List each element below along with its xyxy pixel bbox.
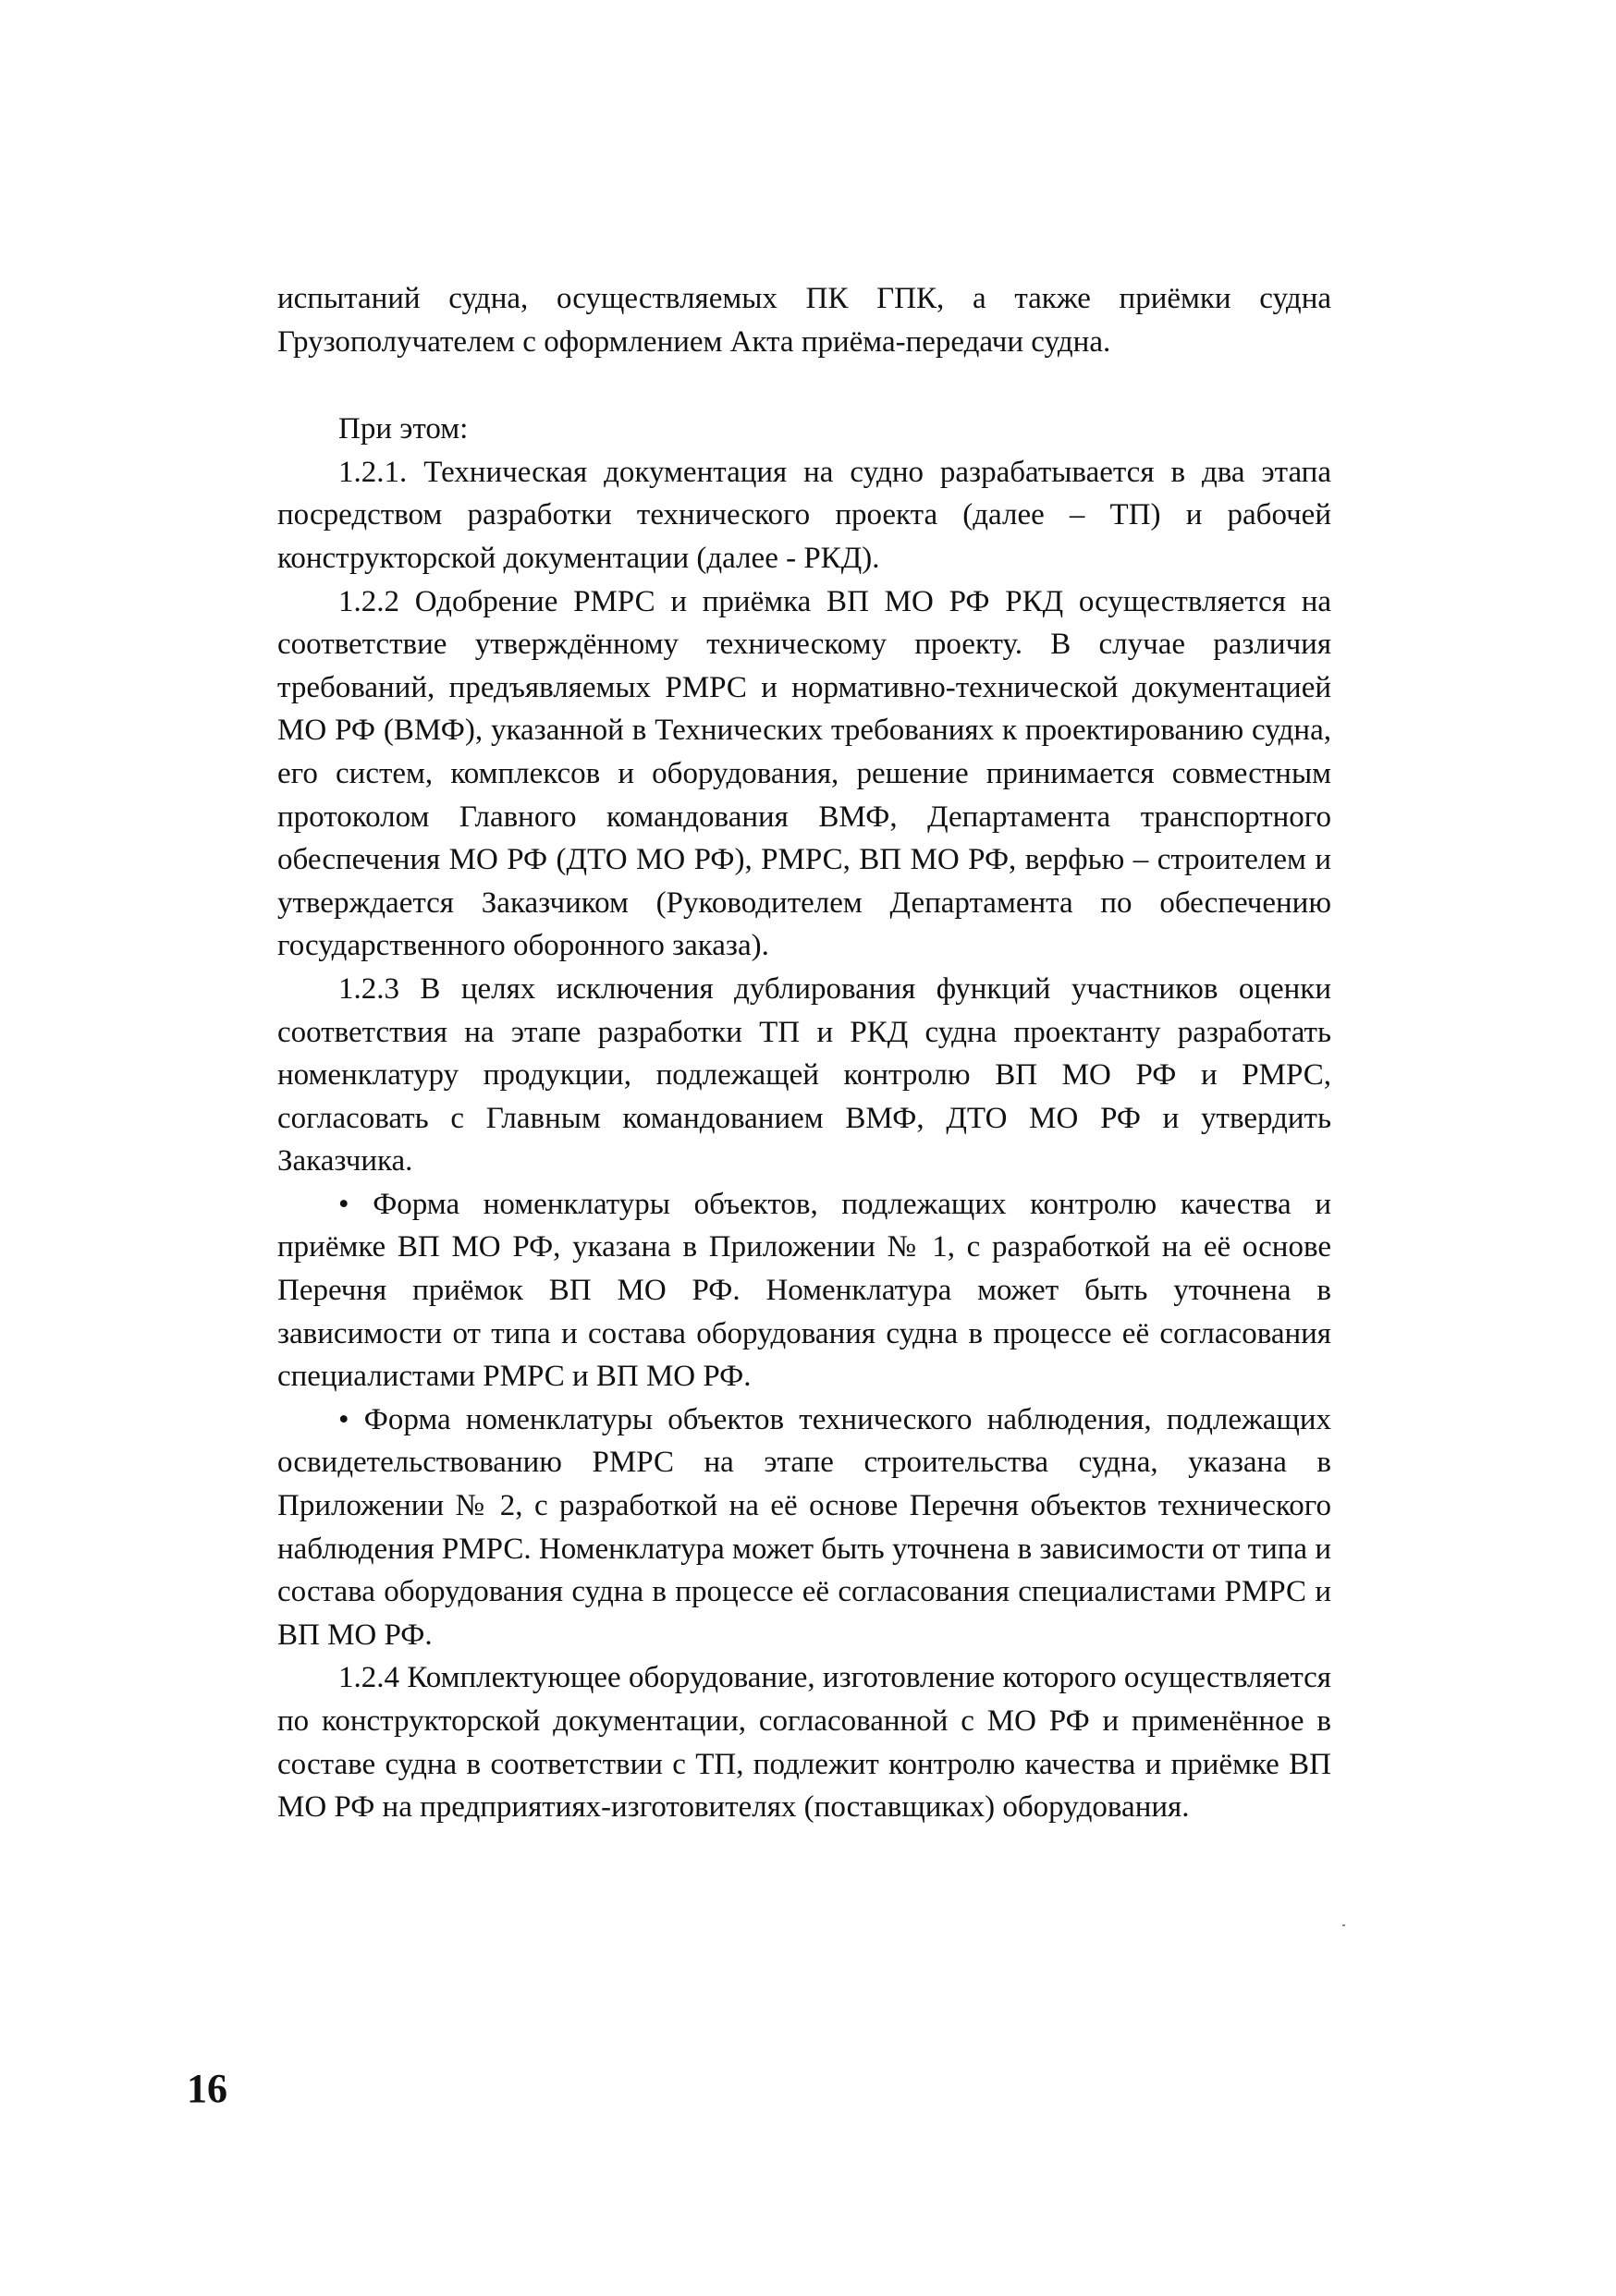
bullet-item-appendix-2: • Форма номенклатуры объектов технического наблюдения, подлежащих освидетельствованию РМРС на этапе строительства судна, указана в Приложении № 2, с разработкой на её основе Перечня объектов технического наблюдения РМРС. Номенклатура может быть уточнена в зависимости от типа и состава оборудования судна в процессе её согласования специалистами РМРС и ВП МО РФ.: [277, 1402, 1331, 1652]
paragraph-1-2-3: 1.2.3 В целях исключения дублирования функций участников оценки соответствия на этапе разработки ТП и РКД судна проектанту разработать номенклатуру продукции, подлежащей контролю ВП МО РФ и РМРС, согласовать с Главным командованием ВМФ, ДТО МО РФ и утвердить Заказчика.: [277, 971, 1331, 1179]
paragraph-1-2-4: 1.2.4 Комплектующее оборудование, изготовление которого осуществляется по конструкторской документации, согласованной с МО РФ и применённое в составе судна в соответствии с ТП, подлежит контролю качества и приёмке ВП МО РФ на предприятиях-изготовителях (поставщиках) оборудования.: [277, 1661, 1331, 1825]
paragraph-1-2-1: 1.2.1. Техническая документация на судно разрабатывается в два этапа посредством разработки технического проекта (далее – ТП) и рабочей конструкторской документации (далее - РКД).: [277, 455, 1331, 575]
paragraph-continuation: испытаний судна, осуществляемых ПК ГПК, а также приёмки судна Грузополучателем с оформлением Акта приёма-передачи судна.: [277, 282, 1331, 359]
bullet-item-appendix-1: • Форма номенклатуры объектов, подлежащих контролю качества и приёмке ВП МО РФ, указана в Приложении № 1, с разработкой на её основе Перечня приёмок ВП МО РФ. Номенклатура может быть уточнена в зависимости от типа и состава оборудования судна в процессе её согласования специалистами РМРС и ВП МО РФ.: [277, 1187, 1331, 1394]
scan-artifact: [1342, 1924, 1345, 1926]
paragraph-1-2-2: 1.2.2 Одобрение РМРС и приёмка ВП МО РФ РКД осуществляется на соответствие утверждённому техническому проекту. В случае различия требований, предъявляемых РМРС и нормативно-технической документацией МО РФ (ВМФ), указанной в Технических требованиях к проектированию судна, его систем, комплексов и оборудования, решение принимается совместным протоколом Главного командования ВМФ, Департамента транспортного обеспечения МО РФ (ДТО МО РФ), РМРС, ВП МО РФ, верфью – строителем и утверждается Заказчиком (Руководителем Департамента по обеспечению государственного оборонного заказа).: [277, 584, 1331, 963]
body-text: [277, 277, 1331, 1829]
page-number: 16: [187, 2066, 227, 2111]
paragraph-intro: При этом:: [338, 412, 469, 446]
